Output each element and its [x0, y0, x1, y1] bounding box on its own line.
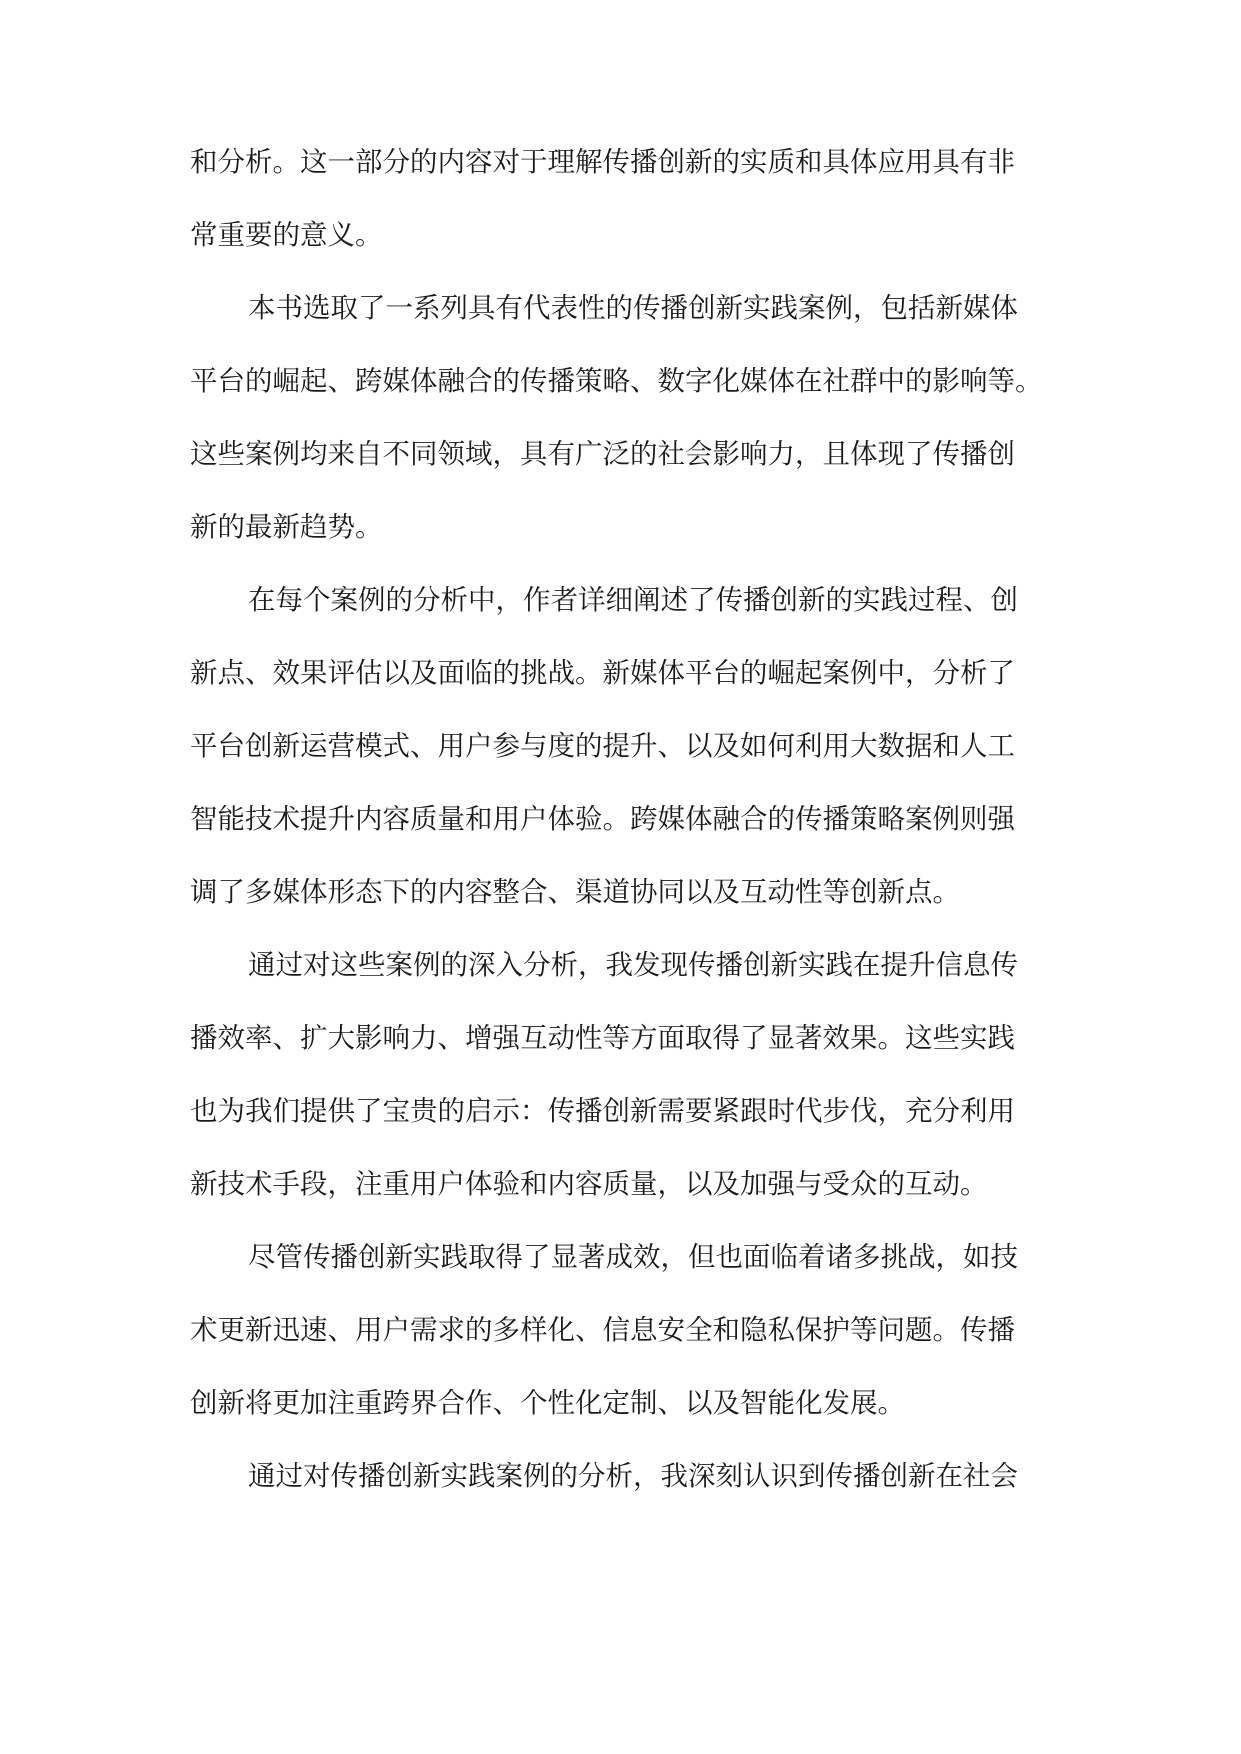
- text-line: 和分析。这一部分的内容对于理解传播创新的实质和具体应用具有非: [190, 146, 1015, 178]
- text-line: 新技术手段，注重用户体验和内容质量，以及加强与受众的互动。: [190, 1168, 988, 1200]
- text-line: 调了多媒体形态下的内容整合、渠道协同以及互动性等创新点。: [190, 876, 960, 908]
- text-line: 这些案例均来自不同领域，具有广泛的社会影响力，且体现了传播创: [190, 438, 1015, 470]
- paragraph-start-line: 在每个案例的分析中，作者详细阐述了传播创新的实践过程、创: [248, 584, 1018, 616]
- text-line: 新的最新趋势。: [190, 511, 383, 543]
- text-line: 播效率、扩大影响力、增强互动性等方面取得了显著效果。这些实践: [190, 1022, 1015, 1054]
- paragraph-start-line: 通过对这些案例的深入分析，我发现传播创新实践在提升信息传: [248, 949, 1018, 981]
- text-line: 智能技术提升内容质量和用户体验。跨媒体融合的传播策略案例则强: [190, 803, 1015, 835]
- text-line: 平台创新运营模式、用户参与度的提升、以及如何利用大数据和人工: [190, 730, 1015, 762]
- paragraph-start-line: 本书选取了一系列具有代表性的传播创新实践案例，包括新媒体: [248, 292, 1018, 324]
- text-line: 新点、效果评估以及面临的挑战。新媒体平台的崛起案例中，分析了: [190, 657, 1015, 689]
- text-line: 术更新迅速、用户需求的多样化、信息安全和隐私保护等问题。传播: [190, 1314, 1015, 1346]
- paragraph-start-line: 通过对传播创新实践案例的分析，我深刻认识到传播创新在社会: [248, 1460, 1018, 1492]
- text-line: 创新将更加注重跨界合作、个性化定制、以及智能化发展。: [190, 1387, 905, 1419]
- paragraph-start-line: 尽管传播创新实践取得了显著成效，但也面临着诸多挑战，如技: [248, 1241, 1018, 1273]
- text-line: 平台的崛起、跨媒体融合的传播策略、数字化媒体在社群中的影响等。: [190, 365, 1043, 397]
- text-line: 常重要的意义。: [190, 219, 383, 251]
- text-line: 也为我们提供了宝贵的启示：传播创新需要紧跟时代步伐，充分利用: [190, 1095, 1015, 1127]
